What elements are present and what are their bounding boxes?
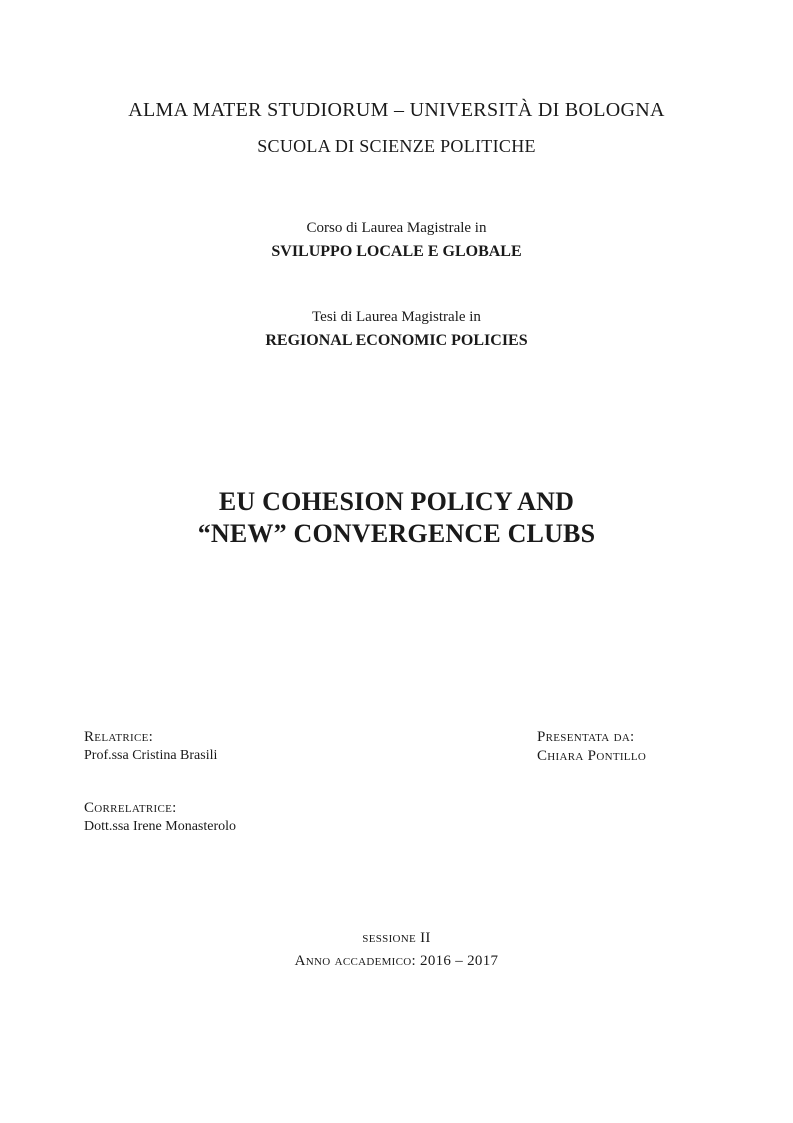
academic-year: Anno accademico: 2016 – 2017 [294,953,499,969]
co-supervisor-name: Dott.ssa Irene Monasterolo [84,819,237,834]
co-supervisor-label: Correlatrice: [84,800,177,816]
university-name: ALMA MATER STUDIORUM – UNIVERSITÀ DI BOLOGNA [128,99,665,121]
course-intro: Corso di Laurea Magistrale in [306,220,487,236]
thesis-title-line-1: EU COHESION POLICY AND [218,487,575,516]
session: sessione II [362,930,431,946]
supervisor-block [84,729,217,764]
school-name: SCUOLA DI SCIENZE POLITICHE [257,136,536,156]
supervisor-name: Prof.ssa Cristina Brasili [84,748,218,763]
candidate-block [537,729,646,765]
course-name: SVILUPPO LOCALE E GLOBALE [271,243,522,260]
candidate-name: Chiara Pontillo [537,748,647,764]
co-supervisor-block [84,800,236,835]
candidate-label: Presentata da: [537,729,635,745]
supervisor-label: Relatrice: [84,729,154,745]
thesis-intro: Tesi di Laurea Magistrale in [312,309,481,325]
thesis-title-line-2: “NEW” CONVERGENCE CLUBS [197,519,596,548]
thesis-subject: REGIONAL ECONOMIC POLICIES [265,332,528,349]
